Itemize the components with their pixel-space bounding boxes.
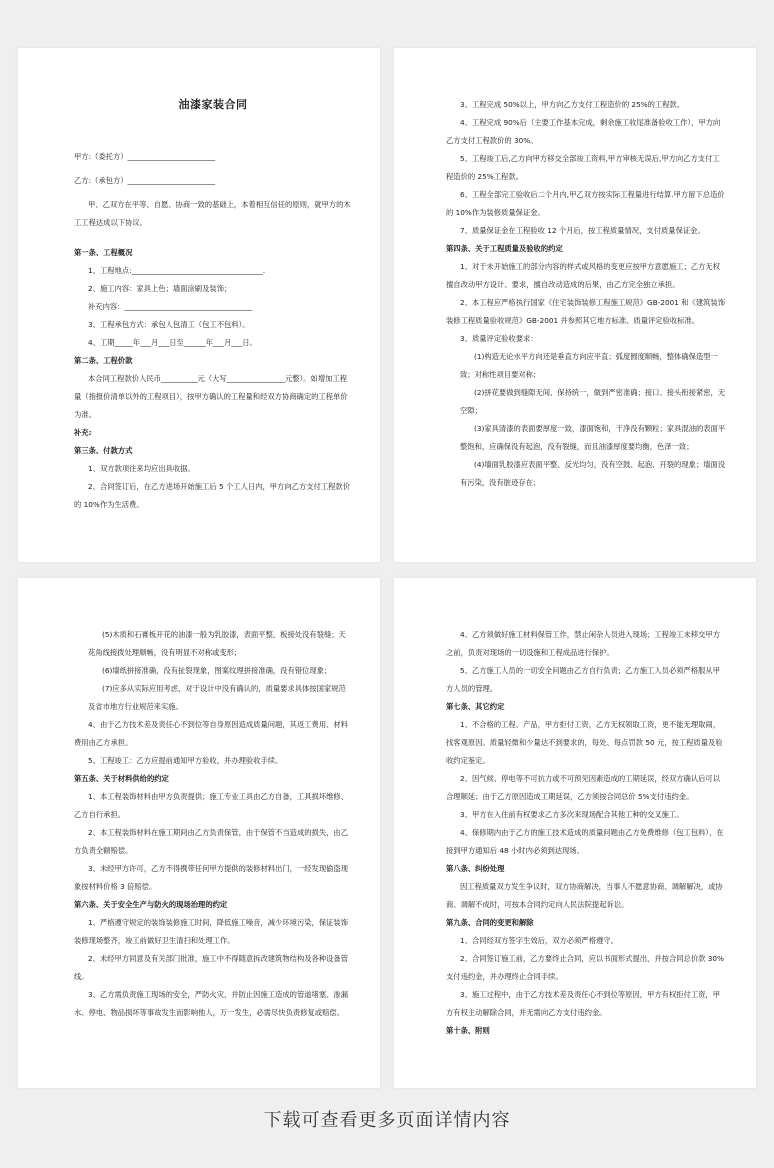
clause-text: (1)构造无论水平方向还是垂直方向应平直；弧度圆度顺畅，整体确保造型一致；对称性项目要对称； (460, 352, 718, 379)
document-page-2 (394, 48, 756, 562)
clause-text: 3、未经甲方许可，乙方不得携带任何甲方提供的装修材料出门，一经发现偷盗现象按材料价格 3 倍赔偿。 (74, 864, 349, 891)
article-8-heading: 第八条、纠纷处理 (446, 864, 505, 873)
clause-text: 2、因气候、停电等不可抗力或不可预见因素造成的工期延误，经双方确认后可以合理顺延；由于乙方原因造成工期延误，乙方须按合同总价 5%支付违约金。 (446, 774, 721, 801)
clause-text: 2、本工程装饰材料在施工期间由乙方负责保管，由于保管不当造成的损失，由乙方负责全额赔偿。 (74, 828, 349, 855)
clause-text: 5、工程竣工：乙方应提前通知甲方验收，并办理验收手续。 (88, 756, 283, 765)
clause-text: (2)拼花要做到缝隙无间、保持统一，做到严密准确；接口、接头衔接紧密，无空隙； (460, 388, 726, 415)
clause-text: 4、由于乙方技术差及责任心不到位等自身原因造成质量问题，其返工费用、材料费用由乙方承担。 (74, 720, 349, 747)
clause-text: 3、乙方需负责施工现场的安全，严防火灾，并防止因施工造成的管道堵塞、渗漏水、停电、物品损坏等事故发生而影响他人，万一发生，必需尽快负责修复或赔偿。 (74, 990, 349, 1017)
clause-text: 因工程质量双方发生争议时，双方协商解决，当事人不愿意协商、调解解决，或协商、调解不成时，可按本合同约定向人民法院提起诉讼。 (446, 882, 723, 909)
clause-text: 1、合同经双方签字生效后，双方必须严格遵守。 (460, 936, 618, 945)
article-7-heading: 第七条、其它约定 (446, 702, 505, 711)
clause-text: 2、本工程应严格执行国家《住宅装饰装修工程施工规范》GB-2001 和《建筑装饰装修工程质量验收规范》GB-2001 并参照其它地方标准、质量评定验收标准。 (446, 298, 726, 325)
article-3-heading: 第三条、付款方式 (74, 446, 133, 455)
clause-text: 4、工程完成 90%后（主要工作基本完成，剩余施工收尾准备验收工作），甲方向乙方支付工程款价的 30%。 (446, 118, 721, 145)
clause-text: 4、保修期内由于乙方的施工技术造成的质量问题由乙方免费维修（包工包料），在接到甲方通知后 48 小时内必须到达现场。 (446, 828, 724, 855)
clause-text: 5、乙方施工人员的一切安全问题由乙方自行负责；乙方施工人员必须严格服从甲方人员的管理。 (446, 666, 721, 693)
clause-text: 3、甲方在入住前有权要求乙方多次来现场配合其他工种的交叉施工。 (460, 810, 684, 819)
article-10-heading: 第十条、附则 (446, 1026, 490, 1035)
clause-text: 2、合同签订后，在乙方进场开始施工后 5 个工人日内，甲方向乙方支付工程款价的 10%作为生活费。 (74, 482, 351, 509)
party-b-line: 乙方:（承包方）________________________ (74, 176, 216, 185)
clause-text: (3)家具清漆的表面要厚度一致，漆面饱和，干净没有颗粒；家具混油的表面平整饱和，应确保没有起泡，没有裂缝，而且油漆厚度要均衡，色泽一致； (460, 424, 726, 451)
clause-text: 本合同工程款价人民币__________元（大写________________元整）。如增加工程量（指报价清单以外的工程项目），按甲方确认的工程量和经双方协商确定的工程单价为准。 (74, 374, 348, 419)
clause-text: 7、质量保证金在工程验收 12 个月后，按工程质量情况，支付质量保证金。 (460, 226, 705, 235)
article-2-heading: 第二条、工程价款 (74, 356, 133, 365)
clause-text: 4、工期_____年___月___日至______年___月___日。 (88, 338, 257, 347)
intro-paragraph: 甲、乙双方在平等、自愿、协商一致的基础上，本着相互信任的原则，就甲方的木工工程达成以下协议。 (74, 200, 351, 227)
clause-text: (7)应多从实际应用考虑，对于设计中没有确认的，质量要求具体按国家规范及省市地方行业规范来实施。 (88, 684, 346, 711)
clause-text: 3、施工过程中，由于乙方技术差及责任心不到位等原因，甲方有权拒付工资，甲方有权主动解除合同，并无需向乙方支付违约金。 (446, 990, 721, 1017)
clause-text: 2、合同签订施工前，乙方要终止合同，应以书面形式提出，并按合同总价款 30%支付违约金，并办理终止合同手续。 (446, 954, 724, 981)
document-page-4 (394, 578, 756, 1088)
clause-text: 1、对于未开始施工的部分内容的样式或风格的变更应按甲方意愿施工；乙方无权擅自改动甲方设计、要求，擅自改动造成的后果，由乙方完全独立承担。 (446, 262, 721, 289)
document-page-1 (18, 48, 380, 562)
supplement-label: 补充: (74, 428, 92, 437)
clause-text: (5)木质和石膏板开花的油漆一般为乳胶漆，表面平整，板接处没有裂缝；天花角线接拨处理顺畅，没有明显不对称或变形； (88, 630, 346, 657)
clause-text: 补充内容：___________________________________ (88, 302, 253, 311)
clause-text: 2、未经甲方同意及有关部门批准，施工中不得随意拆改建筑物结构及各种设备管线。 (74, 954, 349, 981)
clause-text: 1、不合格的工程、产品，甲方拒付工资，乙方无权领取工资，更不能无理取闹，找客观原因。质量轻微和少量达不到要求的，每处、每点罚款 50 元，按工程质量及验收约定鉴定。 (446, 720, 723, 765)
article-9-heading: 第九条、合同的变更和解除 (446, 918, 534, 927)
document-page-3 (18, 578, 380, 1088)
clause-text: 1、本工程装饰材料由甲方负责提供；施工专业工具由乙方自备，工具损坏维修、乙方自行承担。 (74, 792, 349, 819)
article-1-heading: 第一条、工程概况 (74, 248, 133, 257)
clause-text: (4)墙面乳胶漆应表面平整、反光均匀，没有空鼓、起泡、开裂的现象；墙面没有污染，没有脏迹存在； (460, 460, 726, 487)
clause-text: 2、施工内容：家具上色；墙面涂刷及装饰； (88, 284, 232, 293)
article-4-heading: 第四条、关于工程质量及验收的约定 (446, 244, 563, 253)
clause-text: 4、乙方须做好施工材料保管工作，禁止闲杂人员进入现场；工程竣工未移交甲方之前，负责对现场的一切设施和工程成品进行保护。 (446, 630, 721, 657)
clause-text: 3、工程承包方式：承包人包清工（包工不包料）。 (88, 320, 250, 329)
clause-text: (6)墙纸拼接准确，没有扯裂现象，图案纹理拼接准确，没有错位现象； (102, 666, 332, 675)
article-6-heading: 第六条、关于安全生产与防火的现场治理的约定 (74, 900, 228, 909)
clause-text: 6、工程全部完工验收后二个月内,甲乙双方按实际工程量进行结算.甲方留下总造价的 10%作为装修质量保证金。 (446, 190, 725, 217)
clause-text: 3、工程完成 50%以上，甲方向乙方支付工程造价的 25%的工程款。 (460, 100, 685, 109)
document-title: 油漆家装合同 (178, 98, 248, 111)
download-more-caption[interactable]: 下载可查看更多页面详情内容 (263, 1110, 511, 1131)
party-a-line: 甲方:（委托方）________________________ (74, 152, 216, 161)
clause-text: 1、严格遵守规定的装饰装修施工时间，降低施工噪音，减少环境污染，保证装饰装修现场整齐，竣工前做好卫生清扫和处理工作。 (74, 918, 349, 945)
article-5-heading: 第五条、关于材料供给的约定 (74, 774, 169, 783)
clause-text: 3、质量评定验收要求： (460, 334, 538, 343)
clause-text: 5、工程竣工后,乙方向甲方移交全部竣工资料,甲方审核无误后,甲方向乙方支付工程造价的 25%工程款。 (446, 154, 720, 181)
clause-text: 1、双方款项往来均应出具收据。 (88, 464, 195, 473)
clause-text: 1、工程地点:____________________________________. (88, 266, 266, 275)
